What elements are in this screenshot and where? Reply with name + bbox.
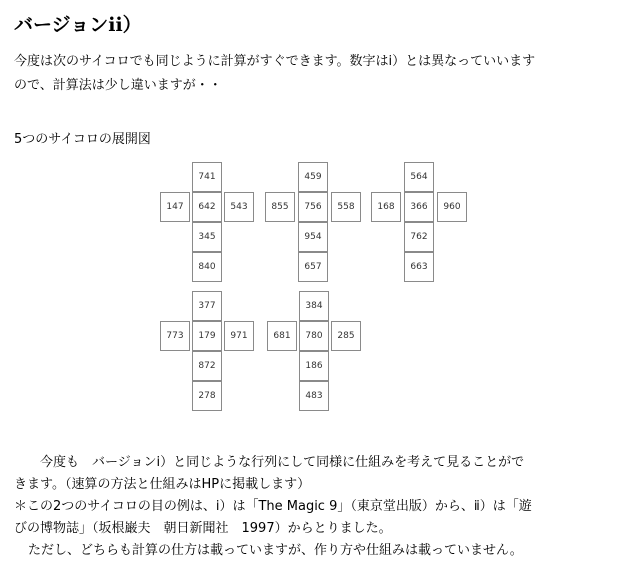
- die-face-center: 179: [192, 321, 222, 351]
- die-face-top: 377: [192, 291, 222, 321]
- die-face-right: 960: [437, 192, 467, 222]
- die-face-center: 642: [192, 192, 222, 222]
- die-face-bottom: 872: [192, 351, 222, 381]
- die-face-top: 384: [299, 291, 329, 321]
- intro-line-1: 今度は次のサイコロでも同じように計算がすぐできます。数字はⅰ）とは異なっていいます: [14, 54, 536, 69]
- die-face-bottom: 186: [299, 351, 329, 381]
- notes-line-1: 今度も バージョンⅰ）と同じような行列にして同様に仕組みを考えて見ることがで: [40, 455, 525, 470]
- die-face-back: 663: [404, 252, 434, 282]
- die-face-left: 168: [371, 192, 401, 222]
- die-face-back: 657: [298, 252, 328, 282]
- notes-line-4: びの博物誌」（坂根巌夫 朝日新聞社 1997）からとりました。: [14, 521, 392, 536]
- die-face-back: 483: [299, 381, 329, 411]
- die-face-right: 558: [331, 192, 361, 222]
- die-face-center: 756: [298, 192, 328, 222]
- die-face-bottom: 954: [298, 222, 328, 252]
- notes-line-3: ＊この2つのサイコロの目の例は、ⅰ）は「The Magic 9」（東京堂出版）から、ⅱ）は「遊: [14, 499, 532, 514]
- intro-paragraph: [14, 50, 614, 98]
- die-face-top: 741: [192, 162, 222, 192]
- die-face-center: 780: [299, 321, 329, 351]
- die-face-left: 147: [160, 192, 190, 222]
- die-face-top: 459: [298, 162, 328, 192]
- die-face-back: 840: [192, 252, 222, 282]
- section-heading: 5つのサイコロの展開図: [14, 132, 151, 147]
- die-face-right: 971: [224, 321, 254, 351]
- die-face-back: 278: [192, 381, 222, 411]
- die-face-right: 543: [224, 192, 254, 222]
- die-face-left: 681: [267, 321, 297, 351]
- die-face-left: 773: [160, 321, 190, 351]
- intro-line-2: ので、計算法は少し違いますが・・: [14, 78, 222, 93]
- die-face-bottom: 762: [404, 222, 434, 252]
- die-face-bottom: 345: [192, 222, 222, 252]
- page-title: バージョンⅱ）: [14, 14, 142, 36]
- notes-line-2: きます。（速算の方法と仕組みはHPに掲載します）: [14, 477, 311, 492]
- die-face-right: 285: [331, 321, 361, 351]
- die-face-top: 564: [404, 162, 434, 192]
- die-face-left: 855: [265, 192, 295, 222]
- notes-line-5: ただし、どちらも計算の仕方は載っていますが、作り方や仕組みは載っていません。: [28, 543, 523, 558]
- die-face-center: 366: [404, 192, 434, 222]
- notes-paragraph: [14, 452, 614, 562]
